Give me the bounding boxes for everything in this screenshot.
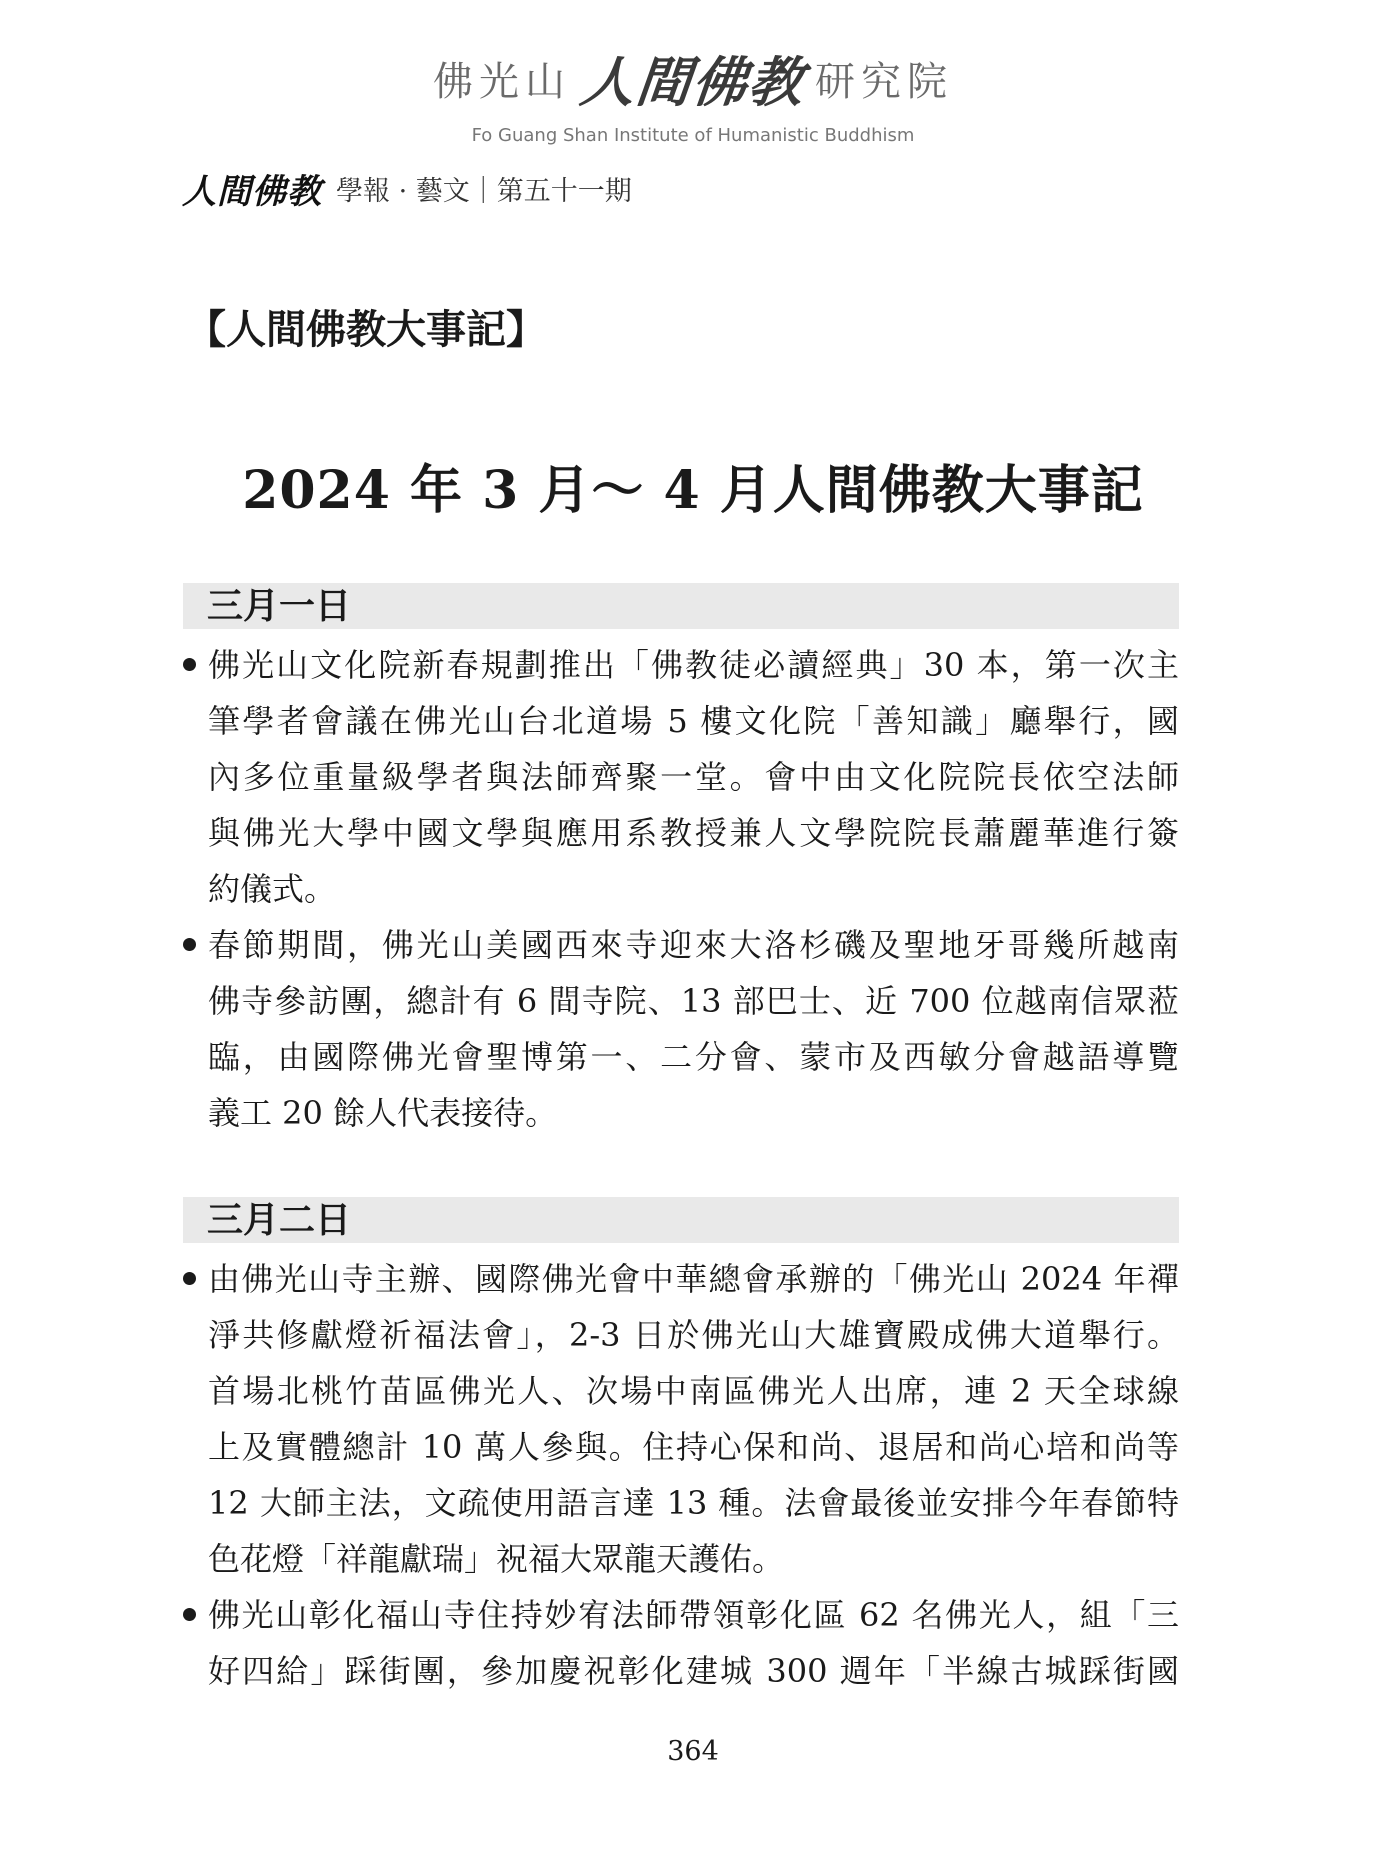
entry-line: 由佛光山寺主辦、國際佛光會中華總會承辦的「佛光山 2024 年禪 [208,1260,1179,1298]
entry-line: 義工 20 餘人代表接待。 [208,1094,558,1132]
entry-line: 好四給」踩街團，參加慶祝彰化建城 300 週年「半線古城踩街國 [208,1652,1179,1690]
entry-line: 筆學者會議在佛光山台北道場 5 樓文化院「善知識」廳舉行，國 [208,702,1179,740]
page-title: 2024 年 3 月～ 4 月人間佛教大事記 [242,460,1144,521]
institute-suffix: 研究院 [815,59,953,105]
institute-header [0,40,1386,146]
list-item [183,1587,1179,1699]
entry-line: 春節期間，佛光山美國西來寺迎來大洛杉磯及聖地牙哥幾所越南 [208,926,1179,964]
entry-line: 臨，由國際佛光會聖博第一、二分會、蒙市及西敏分會越語導覽 [208,1038,1179,1076]
entry-line: 內多位重量級學者與法師齊聚一堂。會中由文化院院長依空法師 [208,758,1179,796]
entry-line: 上及實體總計 10 萬人參與。住持心保和尚、退居和尚心培和尚等 [208,1428,1179,1466]
bullet-icon [183,658,196,671]
list-item [183,917,1179,1141]
bullet-icon [183,1608,196,1621]
entry-line: 色花燈「祥龍獻瑞」祝福大眾龍天護佑。 [208,1540,785,1578]
entry-line: 佛寺參訪團，總計有 6 間寺院、13 部巴士、近 700 位越南信眾蒞 [208,982,1179,1020]
journal-running-head [182,164,632,213]
section-tag: 【人間佛教大事記】 [186,306,546,353]
bullet-icon [183,938,196,951]
page-number: 364 [667,1736,719,1767]
list-item [183,637,1179,917]
journal-logo: 人間佛教 [182,172,322,212]
entry-line: 首場北桃竹苗區佛光人、次場中南區佛光人出席，連 2 天全球線 [208,1372,1179,1410]
day-header: 三月二日 [183,1197,1179,1243]
institute-name-en: Fo Guang Shan Institute of Humanistic Buddhism [471,125,915,146]
day-section [183,1197,1179,1699]
day-header: 三月一日 [183,583,1179,629]
bullet-icon [183,1272,196,1285]
entry-line: 12 大師主法，文疏使用語言達 13 種。法會最後並安排今年春節特 [208,1484,1179,1522]
entry-line: 約儀式。 [208,870,337,908]
entry-line: 與佛光大學中國文學與應用系教授兼人文學院院長蕭麗華進行簽 [208,814,1179,852]
institute-name-cn [433,40,953,117]
entry-line: 佛光山彰化福山寺住持妙宥法師帶領彰化區 62 名佛光人，組「三 [208,1596,1179,1634]
journal-title: 學報 · 藝文｜第五十一期 [336,176,632,207]
list-item [183,1251,1179,1587]
institute-logo-text: 人間佛教 [577,50,808,114]
entry-line: 淨共修獻燈祈福法會」，2-3 日於佛光山大雄寶殿成佛大道舉行。 [208,1316,1179,1354]
entry-line: 佛光山文化院新春規劃推出「佛教徒必讀經典」30 本，第一次主 [208,646,1179,684]
day-section [183,583,1179,1141]
institute-prefix: 佛光山 [433,59,571,105]
